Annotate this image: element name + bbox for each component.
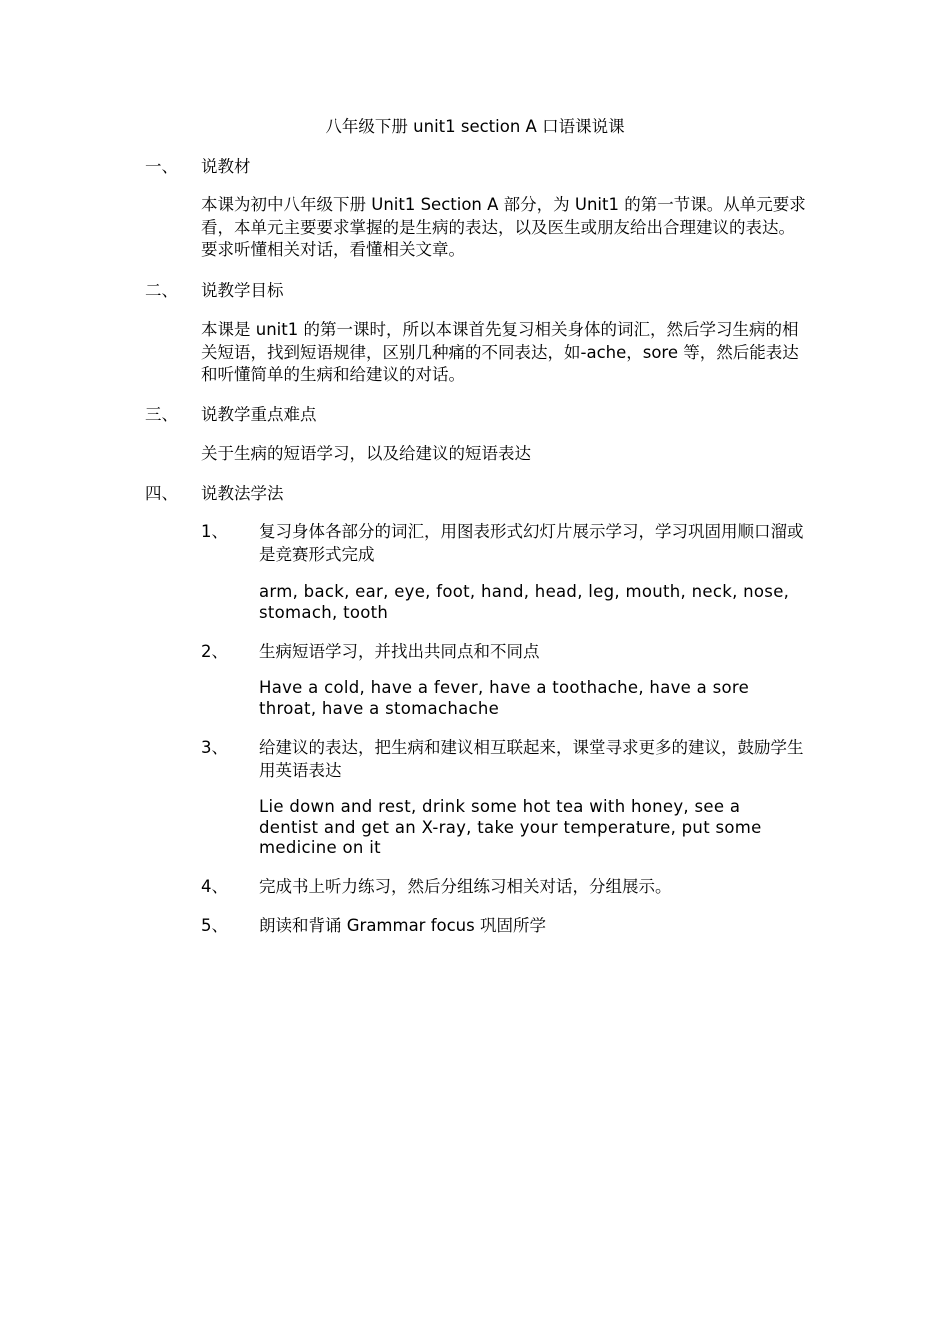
section-heading: 说教材 xyxy=(201,157,251,176)
list-item-number: 2、 xyxy=(201,642,228,661)
list-item-number: 3、 xyxy=(201,738,228,757)
section-number: 四、 xyxy=(145,484,178,503)
document-title: 八年级下册 unit1 section A 口语课说课 xyxy=(325,117,625,136)
list-item-number: 5、 xyxy=(201,916,228,935)
section-heading: 说教学重点难点 xyxy=(201,405,317,424)
list-item-number: 1、 xyxy=(201,522,228,541)
section-heading: 说教学目标 xyxy=(201,281,284,300)
section-number: 三、 xyxy=(145,405,178,424)
section-number: 二、 xyxy=(145,281,178,300)
section-number: 一、 xyxy=(145,157,178,176)
list-item-text: 生病短语学习，并找出共同点和不同点 xyxy=(259,642,540,661)
section-body: 本课是 unit1 的第一课时，所以本课首先复习相关身体的词汇，然后学习生病的相关短语，找到短语规律，区别几种痛的不同表达，如-ache，sore 等，然后能表达和听懂简单的生病和给建议的对话。 xyxy=(201,320,799,384)
list-item-text: 复习身体各部分的词汇，用图表形式幻灯片展示学习，学习巩固用顺口溜或是竞赛形式完成 xyxy=(259,522,804,564)
list-item-example: Have a cold, have a fever, have a toothache, have a sore throat, have a stomachache xyxy=(259,678,750,718)
section-body: 关于生病的短语学习，以及给建议的短语表达 xyxy=(201,444,531,463)
list-item-number: 4、 xyxy=(201,877,228,896)
list-item-example: Lie down and rest, drink some hot tea with honey, see a dentist and get an X-ray, take your temperature, put some medicine on it xyxy=(259,797,762,857)
section-heading: 说教法学法 xyxy=(201,484,284,503)
section-body: 本课为初中八年级下册 Unit1 Section A 部分，为 Unit1 的第一节课。从单元要求看，本单元主要要求掌握的是生病的表达，以及医生或朋友给出合理建议的表达。要求听懂相关对话，看懂相关文章。 xyxy=(201,195,806,259)
list-item-text: 给建议的表达，把生病和建议相互联起来，课堂寻求更多的建议，鼓励学生用英语表达 xyxy=(259,738,804,780)
list-item-text: 完成书上听力练习，然后分组练习相关对话，分组展示。 xyxy=(259,877,672,896)
list-item-example: arm, back, ear, eye, foot, hand, head, leg, mouth, neck, nose, stomach, tooth xyxy=(259,582,790,622)
list-item-text: 朗读和背诵 Grammar focus 巩固所学 xyxy=(259,916,546,935)
